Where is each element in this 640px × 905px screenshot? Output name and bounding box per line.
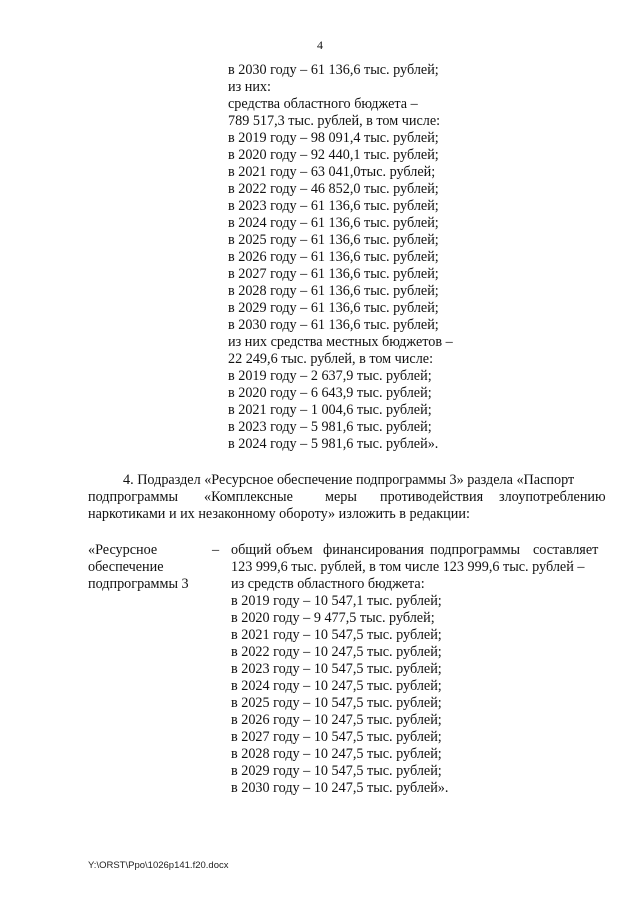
text-line: в 2024 году – 61 136,6 тыс. рублей; [228, 215, 439, 231]
text-line: в 2026 году – 61 136,6 тыс. рублей; [228, 249, 439, 265]
table-label-line: «Ресурсное [88, 542, 158, 558]
table-value-line: в 2024 году – 10 247,5 тыс. рублей; [231, 678, 442, 694]
text-line: 789 517,3 тыс. рублей, в том числе: [228, 113, 441, 129]
word: противодействия [380, 489, 484, 505]
file-path-footer: Y:\ORST\Ppo\1026p141.f20.docx [88, 860, 229, 871]
table-value-line: в 2019 году – 10 547,1 тыс. рублей; [231, 593, 442, 609]
table-value-line: в 2022 году – 10 247,5 тыс. рублей; [231, 644, 442, 660]
word: «Комплексные [204, 489, 293, 505]
word: составляет [533, 542, 599, 558]
table-value-line: в 2028 году – 10 247,5 тыс. рублей; [231, 746, 442, 762]
text-line: 22 249,6 тыс. рублей, в том числе: [228, 351, 434, 367]
table-dash: – [212, 542, 220, 558]
text-line: в 2023 году – 61 136,6 тыс. рублей; [228, 198, 439, 214]
table-value-line: в 2025 году – 10 547,5 тыс. рублей; [231, 695, 442, 711]
word: подпрограммы [430, 542, 520, 558]
text-line: в 2029 году – 61 136,6 тыс. рублей; [228, 300, 439, 316]
word: объем [276, 542, 313, 558]
word: злоупотреблению [499, 489, 606, 505]
text-line: в 2020 году – 6 643,9 тыс. рублей; [228, 385, 432, 401]
table-value-line: в 2020 году – 9 477,5 тыс. рублей; [231, 610, 435, 626]
table-value-line-justified [231, 542, 610, 559]
text-line: в 2019 году – 98 091,4 тыс. рублей; [228, 130, 439, 146]
text-line: из них: [228, 79, 271, 95]
text-line: в 2022 году – 46 852,0 тыс. рублей; [228, 181, 439, 197]
table-label-line: обеспечение [88, 559, 164, 575]
paragraph-line: 4. Подраздел «Ресурсное обеспечение подпрограммы 3» раздела «Паспорт [123, 472, 575, 488]
table-value-line: из средств областного бюджета: [231, 576, 425, 592]
page-number: 4 [317, 38, 323, 52]
table-value-line: в 2027 году – 10 547,5 тыс. рублей; [231, 729, 442, 745]
word: финансирования [323, 542, 424, 558]
paragraph-line-justified [88, 489, 610, 506]
table-value-line: в 2030 году – 10 247,5 тыс. рублей». [231, 780, 449, 796]
word: меры [325, 489, 357, 505]
text-line: в 2028 году – 61 136,6 тыс. рублей; [228, 283, 439, 299]
text-line: в 2027 году – 61 136,6 тыс. рублей; [228, 266, 439, 282]
text-line: средства областного бюджета – [228, 96, 418, 112]
text-line: в 2020 году – 92 440,1 тыс. рублей; [228, 147, 439, 163]
paragraph-line: наркотиками и их незаконному обороту» изложить в редакции: [88, 506, 470, 522]
text-line: в 2021 году – 63 041,0тыс. рублей; [228, 164, 436, 180]
word: общий [231, 542, 272, 558]
table-label-line: подпрограммы 3 [88, 576, 189, 592]
table-value-line: в 2021 году – 10 547,5 тыс. рублей; [231, 627, 442, 643]
word: подпрограммы [88, 489, 178, 505]
text-line: в 2025 году – 61 136,6 тыс. рублей; [228, 232, 439, 248]
table-value-line: 123 999,6 тыс. рублей, в том числе 123 999,6 тыс. рублей – [231, 559, 585, 575]
text-line: в 2021 году – 1 004,6 тыс. рублей; [228, 402, 432, 418]
table-value-line: в 2026 году – 10 247,5 тыс. рублей; [231, 712, 442, 728]
text-line: в 2019 году – 2 637,9 тыс. рублей; [228, 368, 432, 384]
text-line: в 2024 году – 5 981,6 тыс. рублей». [228, 436, 439, 452]
table-value-line: в 2029 году – 10 547,5 тыс. рублей; [231, 763, 442, 779]
text-line: в 2030 году – 61 136,6 тыс. рублей; [228, 317, 439, 333]
table-value-line: в 2023 году – 10 547,5 тыс. рублей; [231, 661, 442, 677]
text-line: в 2023 году – 5 981,6 тыс. рублей; [228, 419, 432, 435]
text-line: из них средства местных бюджетов – [228, 334, 453, 350]
text-line: в 2030 году – 61 136,6 тыс. рублей; [228, 62, 439, 78]
